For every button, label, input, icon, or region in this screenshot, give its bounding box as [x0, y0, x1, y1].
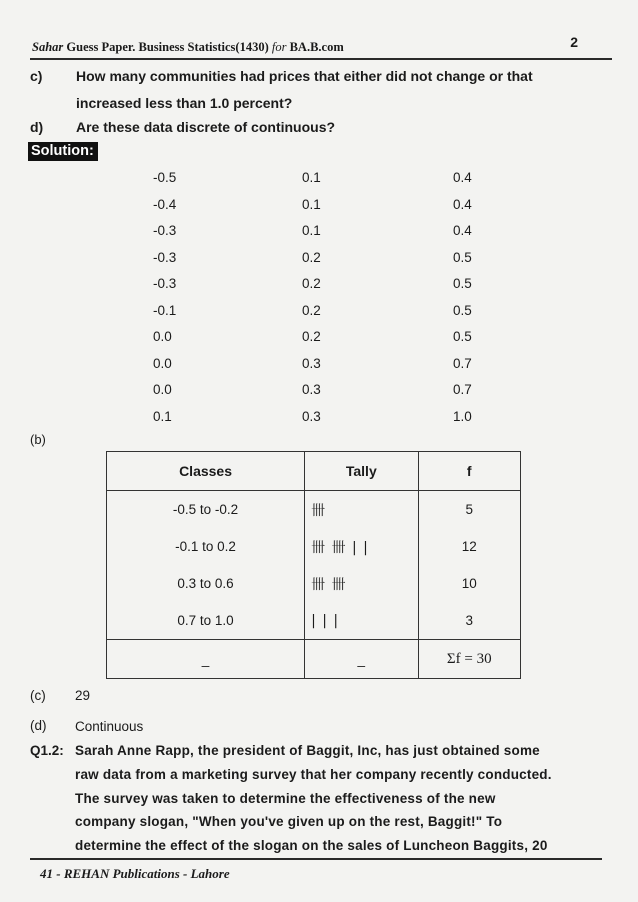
- class-cell: -0.1 to 0.2: [107, 528, 305, 565]
- question-d-label: d): [30, 119, 44, 135]
- data-value: -0.1: [153, 302, 177, 318]
- data-value: 1.0: [453, 408, 472, 424]
- data-value: 0.3: [302, 382, 321, 397]
- answer-d-text: Continuous: [75, 719, 144, 734]
- table-total-row: [107, 640, 521, 679]
- data-value: -0.5: [153, 170, 177, 185]
- header-tally: Tally: [305, 452, 418, 491]
- part-b-label: (b): [30, 432, 46, 447]
- header-for: for: [271, 40, 287, 54]
- q12-line: The survey was taken to determine the effectiveness of the new: [75, 791, 496, 806]
- table-header-row: [107, 452, 521, 491]
- total-freq-cell: Σf = 30: [418, 640, 520, 679]
- answer-c-label: (c): [30, 688, 46, 703]
- data-value: 0.2: [302, 249, 321, 265]
- q12-line: company slogan, "When you've given up on the rest, Baggit!" To: [75, 814, 503, 829]
- answer-c-text: 29: [75, 688, 91, 703]
- header-rule: [30, 58, 612, 60]
- data-value: 0.4: [453, 196, 472, 212]
- data-value: 0.2: [302, 276, 321, 291]
- data-value: 0.7: [453, 382, 472, 397]
- data-value: 0.4: [453, 223, 472, 238]
- data-value: 0.3: [302, 408, 321, 424]
- class-cell: 0.7 to 1.0: [107, 602, 305, 640]
- table-row: [107, 565, 521, 602]
- question-c-label: c): [30, 68, 43, 84]
- data-value: 0.1: [153, 408, 172, 424]
- class-cell: 0.3 to 0.6: [107, 565, 305, 602]
- question-d: [30, 119, 610, 141]
- footer-text: 41 - REHAN Publications - Lahore: [40, 866, 230, 881]
- header-classes: Classes: [107, 452, 305, 491]
- freq-cell: 5: [418, 491, 520, 529]
- frequency-table: [106, 451, 521, 679]
- question-c-line1: How many communities had prices that either did not change or that: [76, 68, 533, 84]
- data-value: 0.7: [453, 355, 472, 371]
- data-value: 0.5: [453, 302, 472, 318]
- data-value: 0.2: [302, 302, 321, 318]
- page-header: [32, 34, 578, 58]
- q12-line: Sarah Anne Rapp, the president of Baggit, Inc, has just obtained some: [75, 743, 540, 758]
- data-value: 0.5: [453, 276, 472, 291]
- header-title: Guess Paper. Business Statistics(1430): [66, 40, 269, 54]
- question-d-line1: Are these data discrete of continuous?: [76, 119, 336, 135]
- tally-cell: 卌 卌 | |: [305, 528, 418, 565]
- data-value: 0.3: [302, 355, 321, 371]
- data-value: -0.4: [153, 196, 177, 212]
- page-number: 2: [570, 34, 578, 50]
- data-value: 0.1: [302, 170, 321, 185]
- tally-cell: 卌 卌: [305, 565, 418, 602]
- data-value: 0.5: [453, 329, 472, 344]
- data-value: 0.1: [302, 223, 321, 238]
- data-value: 0.5: [453, 249, 472, 265]
- tally-cell: | | |: [305, 602, 418, 640]
- header-f: f: [418, 452, 520, 491]
- data-value: -0.3: [153, 276, 177, 291]
- tally-cell: 卌: [305, 491, 418, 529]
- data-value: 0.1: [302, 196, 321, 212]
- data-value: 0.4: [453, 170, 472, 185]
- data-value: 0.0: [153, 382, 172, 397]
- table-row: [107, 602, 521, 640]
- table-row: [107, 491, 521, 529]
- q12-label: Q1.2:: [30, 743, 64, 758]
- q12-line: raw data from a marketing survey that her company recently conducted.: [75, 767, 552, 782]
- freq-cell: 10: [418, 565, 520, 602]
- freq-cell: 12: [418, 528, 520, 565]
- question-c-cont: [30, 95, 610, 117]
- data-value: 0.0: [153, 329, 172, 344]
- question-c: [30, 68, 610, 90]
- header-brand: Sahar: [32, 40, 64, 54]
- table-row: [107, 528, 521, 565]
- solution-heading: Solution:: [28, 142, 98, 161]
- total-tally-cell: _: [305, 640, 418, 679]
- header-course: BA.B.com: [289, 40, 344, 54]
- footer-rule: [30, 858, 602, 860]
- data-value: -0.3: [153, 249, 177, 265]
- class-cell: -0.5 to -0.2: [107, 491, 305, 529]
- q12-line: determine the effect of the slogan on the sales of Luncheon Baggits, 20: [75, 838, 548, 853]
- answer-d-label: (d): [30, 718, 47, 733]
- total-class-cell: _: [107, 640, 305, 679]
- question-c-line2: increased less than 1.0 percent?: [76, 95, 293, 111]
- data-value: 0.2: [302, 329, 321, 344]
- freq-cell: 3: [418, 602, 520, 640]
- data-value: -0.3: [153, 223, 177, 238]
- data-value: 0.0: [153, 355, 172, 371]
